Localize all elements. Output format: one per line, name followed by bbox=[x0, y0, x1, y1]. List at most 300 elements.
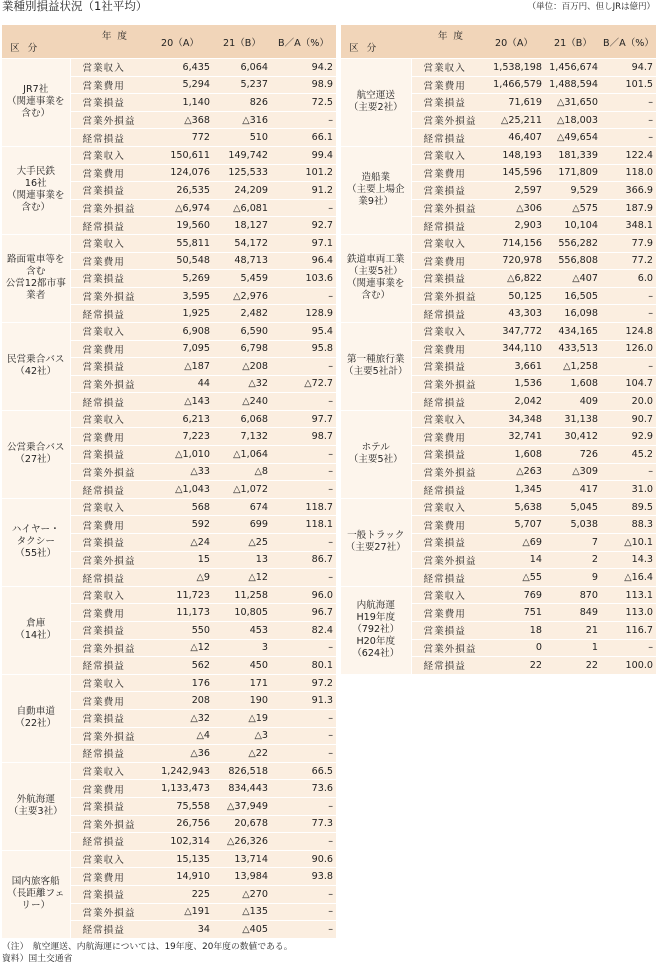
table-row bbox=[2, 674, 336, 692]
item-label: 営業収入 bbox=[411, 410, 483, 428]
value-20: 344,110 bbox=[483, 340, 545, 358]
value-20: 5,294 bbox=[147, 76, 213, 94]
header-col-ratio: B／A（%） bbox=[601, 25, 656, 59]
table-row bbox=[2, 146, 336, 164]
right-table bbox=[341, 25, 656, 675]
value-20: 2,042 bbox=[483, 393, 545, 411]
ratio-value: 88.3 bbox=[601, 516, 656, 534]
category-label: 民営乗合バス （42社） bbox=[2, 322, 70, 410]
item-label: 営業費用 bbox=[411, 604, 483, 622]
value-21: △208 bbox=[213, 358, 271, 376]
value-21: 6,798 bbox=[213, 340, 271, 358]
ratio-value: 14.3 bbox=[601, 551, 656, 569]
item-label: 営業損益 bbox=[70, 182, 147, 200]
category-label: 大手民鉄 16社 （関連事業を含む） bbox=[2, 146, 70, 234]
ratio-value: 80.1 bbox=[271, 657, 336, 675]
item-label: 営業損益 bbox=[70, 446, 147, 464]
ratio-value: 122.4 bbox=[601, 146, 656, 164]
category-label: 路面電車等を含む 公営12都市事業者 bbox=[2, 234, 70, 322]
category-label: 外航海運 （主要3社） bbox=[2, 762, 70, 850]
item-label: 営業損益 bbox=[70, 94, 147, 112]
ratio-value: – bbox=[271, 833, 336, 851]
value-20: 1,345 bbox=[483, 481, 545, 499]
value-21: 826 bbox=[213, 94, 271, 112]
value-21: 149,742 bbox=[213, 146, 271, 164]
value-21: 510 bbox=[213, 129, 271, 147]
value-20: 26,535 bbox=[147, 182, 213, 200]
item-label: 営業費用 bbox=[411, 340, 483, 358]
item-label: 営業損益 bbox=[411, 270, 483, 288]
value-20: 50,548 bbox=[147, 252, 213, 270]
value-21: 6,064 bbox=[213, 59, 271, 77]
ratio-value: 100.0 bbox=[601, 657, 656, 675]
value-20: 208 bbox=[147, 692, 213, 710]
value-20: 3,661 bbox=[483, 358, 545, 376]
table-row bbox=[2, 59, 336, 77]
value-21: △32 bbox=[213, 375, 271, 393]
value-21: △8 bbox=[213, 463, 271, 481]
value-21: △407 bbox=[545, 270, 601, 288]
value-21: 24,209 bbox=[213, 182, 271, 200]
item-label: 経常損益 bbox=[411, 569, 483, 587]
value-21: 13 bbox=[213, 551, 271, 569]
table-row bbox=[341, 322, 656, 340]
ratio-value: – bbox=[601, 287, 656, 305]
header-col-a: 20（A） bbox=[147, 25, 213, 59]
ratio-value: 366.9 bbox=[601, 182, 656, 200]
value-21: 16,505 bbox=[545, 287, 601, 305]
value-20: 176 bbox=[147, 674, 213, 692]
value-21: 21 bbox=[545, 622, 601, 640]
ratio-value: 66.1 bbox=[271, 129, 336, 147]
table-header bbox=[341, 25, 656, 59]
ratio-value: 101.5 bbox=[601, 76, 656, 94]
table-row bbox=[2, 322, 336, 340]
item-label: 営業外損益 bbox=[411, 639, 483, 657]
value-20: 150,611 bbox=[147, 146, 213, 164]
item-label: 営業外損益 bbox=[411, 111, 483, 129]
value-21: 870 bbox=[545, 586, 601, 604]
ratio-value: 118.1 bbox=[271, 516, 336, 534]
item-label: 営業外損益 bbox=[70, 815, 147, 833]
value-20: 50,125 bbox=[483, 287, 545, 305]
value-20: 1,538,198 bbox=[483, 59, 545, 77]
value-21: 9,529 bbox=[545, 182, 601, 200]
value-21: 190 bbox=[213, 692, 271, 710]
table-row bbox=[2, 234, 336, 252]
value-21: 826,518 bbox=[213, 762, 271, 780]
value-21: 5,038 bbox=[545, 516, 601, 534]
value-20: 34 bbox=[147, 921, 213, 939]
value-20: 32,741 bbox=[483, 428, 545, 446]
ratio-value: 91.3 bbox=[271, 692, 336, 710]
ratio-value: △16.4 bbox=[601, 569, 656, 587]
item-label: 営業費用 bbox=[70, 252, 147, 270]
item-label: 営業損益 bbox=[70, 709, 147, 727]
item-label: 営業費用 bbox=[70, 428, 147, 446]
value-20: 1,466,579 bbox=[483, 76, 545, 94]
ratio-value: 92.9 bbox=[601, 428, 656, 446]
value-20: 225 bbox=[147, 885, 213, 903]
item-label: 営業収入 bbox=[411, 498, 483, 516]
item-label: 営業費用 bbox=[411, 252, 483, 270]
item-label: 営業外損益 bbox=[411, 551, 483, 569]
value-21: 409 bbox=[545, 393, 601, 411]
category-label: 一般トラック （主要27社） bbox=[341, 498, 411, 586]
ratio-value: – bbox=[271, 393, 336, 411]
value-20: 26,756 bbox=[147, 815, 213, 833]
value-21: 674 bbox=[213, 498, 271, 516]
value-20: 22 bbox=[483, 657, 545, 675]
value-20: 2,597 bbox=[483, 182, 545, 200]
value-21: 181,339 bbox=[545, 146, 601, 164]
value-20: △24 bbox=[147, 534, 213, 552]
value-21: △1,258 bbox=[545, 358, 601, 376]
value-21: △316 bbox=[213, 111, 271, 129]
value-21: 7 bbox=[545, 534, 601, 552]
header-corner bbox=[341, 25, 483, 59]
item-label: 営業外損益 bbox=[70, 903, 147, 921]
value-21: △135 bbox=[213, 903, 271, 921]
table-row bbox=[341, 146, 656, 164]
item-label: 経常損益 bbox=[70, 745, 147, 763]
item-label: 営業収入 bbox=[411, 146, 483, 164]
value-20: 18 bbox=[483, 622, 545, 640]
value-20: 7,223 bbox=[147, 428, 213, 446]
ratio-value: 94.2 bbox=[271, 59, 336, 77]
item-label: 経常損益 bbox=[70, 481, 147, 499]
left-table bbox=[2, 25, 336, 939]
ratio-value: – bbox=[271, 885, 336, 903]
item-label: 営業収入 bbox=[411, 234, 483, 252]
ratio-value: – bbox=[601, 111, 656, 129]
value-21: 171,809 bbox=[545, 164, 601, 182]
footnote: （注） 航空運送、内航海運については、19年度、20年度の数値である。 bbox=[2, 942, 293, 952]
category-label: 航空運送 （主要2社） bbox=[341, 59, 411, 147]
value-21: 1,456,674 bbox=[545, 59, 601, 77]
item-label: 営業収入 bbox=[411, 586, 483, 604]
value-20: △55 bbox=[483, 569, 545, 587]
ratio-value: 95.8 bbox=[271, 340, 336, 358]
category-label: 自動車道 （22社） bbox=[2, 674, 70, 762]
ratio-value: 77.3 bbox=[271, 815, 336, 833]
value-21: 10,805 bbox=[213, 604, 271, 622]
value-20: 714,156 bbox=[483, 234, 545, 252]
value-21: 6,068 bbox=[213, 410, 271, 428]
ratio-value: 92.7 bbox=[271, 217, 336, 235]
value-20: △306 bbox=[483, 199, 545, 217]
item-label: 営業損益 bbox=[411, 534, 483, 552]
table-row bbox=[341, 59, 656, 77]
item-label: 営業収入 bbox=[70, 674, 147, 692]
value-21: 18,127 bbox=[213, 217, 271, 235]
item-label: 営業費用 bbox=[411, 516, 483, 534]
value-21: △37,949 bbox=[213, 797, 271, 815]
value-20: 145,596 bbox=[483, 164, 545, 182]
ratio-value: 94.7 bbox=[601, 59, 656, 77]
item-label: 営業費用 bbox=[411, 76, 483, 94]
value-20: 124,076 bbox=[147, 164, 213, 182]
ratio-value: 126.0 bbox=[601, 340, 656, 358]
table-row bbox=[2, 762, 336, 780]
value-21: 5,459 bbox=[213, 270, 271, 288]
ratio-value: – bbox=[271, 921, 336, 939]
item-label: 営業損益 bbox=[70, 270, 147, 288]
value-20: 1,140 bbox=[147, 94, 213, 112]
ratio-value: 82.4 bbox=[271, 622, 336, 640]
ratio-value: 116.7 bbox=[601, 622, 656, 640]
item-label: 営業費用 bbox=[411, 164, 483, 182]
value-21: 834,443 bbox=[213, 780, 271, 798]
header-corner bbox=[2, 25, 147, 59]
ratio-value: 98.9 bbox=[271, 76, 336, 94]
value-20: △6,822 bbox=[483, 270, 545, 288]
ratio-value: 20.0 bbox=[601, 393, 656, 411]
value-21: △405 bbox=[213, 921, 271, 939]
item-label: 営業収入 bbox=[70, 146, 147, 164]
value-21: 48,713 bbox=[213, 252, 271, 270]
value-21: △12 bbox=[213, 569, 271, 587]
ratio-value: – bbox=[271, 903, 336, 921]
value-21: △3 bbox=[213, 727, 271, 745]
value-20: 46,407 bbox=[483, 129, 545, 147]
ratio-value: 89.5 bbox=[601, 498, 656, 516]
ratio-value: – bbox=[271, 287, 336, 305]
item-label: 営業収入 bbox=[70, 410, 147, 428]
value-20: 102,314 bbox=[147, 833, 213, 851]
item-label: 営業費用 bbox=[70, 692, 147, 710]
value-21: △19 bbox=[213, 709, 271, 727]
item-label: 営業収入 bbox=[70, 498, 147, 516]
value-20: △263 bbox=[483, 463, 545, 481]
value-21: 22 bbox=[545, 657, 601, 675]
table-row bbox=[2, 586, 336, 604]
ratio-value: △10.1 bbox=[601, 534, 656, 552]
value-20: △9 bbox=[147, 569, 213, 587]
value-20: 6,908 bbox=[147, 322, 213, 340]
value-21: 11,258 bbox=[213, 586, 271, 604]
value-20: △368 bbox=[147, 111, 213, 129]
category-label: 造船業 （主要上場企業9社） bbox=[341, 146, 411, 234]
category-label: 第一種旅行業 （主要5社計） bbox=[341, 322, 411, 410]
value-21: 433,513 bbox=[545, 340, 601, 358]
ratio-value: 77.9 bbox=[601, 234, 656, 252]
value-20: 1,133,473 bbox=[147, 780, 213, 798]
category-label: ホテル （主要5社） bbox=[341, 410, 411, 498]
ratio-value: 96.7 bbox=[271, 604, 336, 622]
ratio-value: 98.7 bbox=[271, 428, 336, 446]
value-21: △18,003 bbox=[545, 111, 601, 129]
table-row bbox=[341, 410, 656, 428]
value-20: 772 bbox=[147, 129, 213, 147]
table-row bbox=[2, 410, 336, 428]
value-21: 1 bbox=[545, 639, 601, 657]
item-label: 営業収入 bbox=[411, 59, 483, 77]
ratio-value: 97.2 bbox=[271, 674, 336, 692]
value-20: 568 bbox=[147, 498, 213, 516]
item-label: 経常損益 bbox=[411, 217, 483, 235]
ratio-value: 90.6 bbox=[271, 850, 336, 868]
value-20: 6,435 bbox=[147, 59, 213, 77]
value-21: 171 bbox=[213, 674, 271, 692]
value-21: 125,533 bbox=[213, 164, 271, 182]
value-20: 3,595 bbox=[147, 287, 213, 305]
value-20: 34,348 bbox=[483, 410, 545, 428]
source-note: 資料）国土交通省 bbox=[2, 954, 73, 964]
category-label: 内航海運 H19年度 （792社） H20年度 （624社） bbox=[341, 586, 411, 674]
ratio-value: – bbox=[271, 481, 336, 499]
header-col-b: 21（B） bbox=[545, 25, 601, 59]
value-21: 2,482 bbox=[213, 305, 271, 323]
item-label: 経常損益 bbox=[411, 481, 483, 499]
ratio-value: – bbox=[601, 358, 656, 376]
value-20: 11,173 bbox=[147, 604, 213, 622]
value-21: 1,608 bbox=[545, 375, 601, 393]
ratio-value: – bbox=[601, 305, 656, 323]
item-label: 営業費用 bbox=[70, 780, 147, 798]
table-row bbox=[2, 850, 336, 868]
item-label: 営業外損益 bbox=[411, 287, 483, 305]
item-label: 経常損益 bbox=[411, 129, 483, 147]
value-20: △191 bbox=[147, 903, 213, 921]
ratio-value: 72.5 bbox=[271, 94, 336, 112]
value-21: 13,714 bbox=[213, 850, 271, 868]
item-label: 経常損益 bbox=[70, 305, 147, 323]
ratio-value: 128.9 bbox=[271, 305, 336, 323]
value-21: 849 bbox=[545, 604, 601, 622]
category-label: 国内旅客船 （長距離フェリー） bbox=[2, 850, 70, 938]
value-20: 5,638 bbox=[483, 498, 545, 516]
value-21: 9 bbox=[545, 569, 601, 587]
value-20: 6,213 bbox=[147, 410, 213, 428]
item-label: 営業損益 bbox=[70, 358, 147, 376]
table-row bbox=[341, 498, 656, 516]
item-label: 営業費用 bbox=[70, 164, 147, 182]
value-20: 1,536 bbox=[483, 375, 545, 393]
value-21: 7,132 bbox=[213, 428, 271, 446]
item-label: 営業費用 bbox=[70, 340, 147, 358]
value-20: △1,010 bbox=[147, 446, 213, 464]
value-21: △49,654 bbox=[545, 129, 601, 147]
value-21: 556,282 bbox=[545, 234, 601, 252]
item-label: 経常損益 bbox=[411, 657, 483, 675]
value-20: 1,242,943 bbox=[147, 762, 213, 780]
ratio-value: 113.1 bbox=[601, 586, 656, 604]
value-21: 16,098 bbox=[545, 305, 601, 323]
item-label: 営業損益 bbox=[411, 446, 483, 464]
ratio-value: 90.7 bbox=[601, 410, 656, 428]
item-label: 経常損益 bbox=[411, 393, 483, 411]
ratio-value: 73.6 bbox=[271, 780, 336, 798]
ratio-value: – bbox=[271, 463, 336, 481]
table-row bbox=[341, 586, 656, 604]
ratio-value: 86.7 bbox=[271, 551, 336, 569]
ratio-value: 101.2 bbox=[271, 164, 336, 182]
item-label: 営業損益 bbox=[411, 622, 483, 640]
value-20: △1,043 bbox=[147, 481, 213, 499]
ratio-value: 77.2 bbox=[601, 252, 656, 270]
ratio-value: △72.7 bbox=[271, 375, 336, 393]
item-label: 営業費用 bbox=[70, 76, 147, 94]
category-label: 倉庫 （14社） bbox=[2, 586, 70, 674]
value-20: 592 bbox=[147, 516, 213, 534]
value-21: △270 bbox=[213, 885, 271, 903]
value-21: 434,165 bbox=[545, 322, 601, 340]
item-label: 営業外損益 bbox=[70, 111, 147, 129]
value-20: 75,558 bbox=[147, 797, 213, 815]
item-label: 営業外損益 bbox=[70, 727, 147, 745]
item-label: 営業収入 bbox=[70, 762, 147, 780]
value-20: 148,193 bbox=[483, 146, 545, 164]
value-21: △25 bbox=[213, 534, 271, 552]
ratio-value: 187.9 bbox=[601, 199, 656, 217]
value-21: △1,072 bbox=[213, 481, 271, 499]
ratio-value: – bbox=[601, 463, 656, 481]
ratio-value: – bbox=[271, 727, 336, 745]
header-nendo: 年度 bbox=[101, 31, 133, 42]
value-20: 7,095 bbox=[147, 340, 213, 358]
item-label: 経常損益 bbox=[70, 217, 147, 235]
value-20: 55,811 bbox=[147, 234, 213, 252]
value-21: 3 bbox=[213, 639, 271, 657]
ratio-value: 348.1 bbox=[601, 217, 656, 235]
value-21: △31,650 bbox=[545, 94, 601, 112]
value-21: 6,590 bbox=[213, 322, 271, 340]
ratio-value: – bbox=[271, 358, 336, 376]
item-label: 営業損益 bbox=[70, 885, 147, 903]
value-20: 5,707 bbox=[483, 516, 545, 534]
item-label: 営業損益 bbox=[70, 622, 147, 640]
ratio-value: – bbox=[271, 199, 336, 217]
ratio-value: 96.4 bbox=[271, 252, 336, 270]
page-title: 業種別損益状況（1社平均） bbox=[2, 0, 148, 13]
table-row bbox=[341, 234, 656, 252]
value-21: △6,081 bbox=[213, 199, 271, 217]
header-kubun: 区分 bbox=[349, 43, 385, 54]
value-21: △2,976 bbox=[213, 287, 271, 305]
value-20: △6,974 bbox=[147, 199, 213, 217]
category-label: JR7社 （関連事業を含む） bbox=[2, 59, 70, 147]
ratio-value: – bbox=[271, 709, 336, 727]
item-label: 営業収入 bbox=[411, 322, 483, 340]
item-label: 経常損益 bbox=[70, 833, 147, 851]
item-label: 営業収入 bbox=[70, 850, 147, 868]
item-label: 営業外損益 bbox=[70, 463, 147, 481]
ratio-value: – bbox=[271, 446, 336, 464]
item-label: 営業外損益 bbox=[70, 287, 147, 305]
value-20: △32 bbox=[147, 709, 213, 727]
value-21: △240 bbox=[213, 393, 271, 411]
value-20: 15,135 bbox=[147, 850, 213, 868]
ratio-value: 118.0 bbox=[601, 164, 656, 182]
item-label: 営業費用 bbox=[411, 428, 483, 446]
ratio-value: 6.0 bbox=[601, 270, 656, 288]
value-20: 550 bbox=[147, 622, 213, 640]
item-label: 経常損益 bbox=[70, 129, 147, 147]
header-col-b: 21（B） bbox=[213, 25, 271, 59]
ratio-value: 124.8 bbox=[601, 322, 656, 340]
value-21: 10,104 bbox=[545, 217, 601, 235]
value-21: 30,412 bbox=[545, 428, 601, 446]
value-20: 2,903 bbox=[483, 217, 545, 235]
ratio-value: 45.2 bbox=[601, 446, 656, 464]
ratio-value: 97.1 bbox=[271, 234, 336, 252]
value-21: 417 bbox=[545, 481, 601, 499]
value-20: △143 bbox=[147, 393, 213, 411]
item-label: 経常損益 bbox=[411, 305, 483, 323]
header-nendo: 年度 bbox=[437, 31, 469, 42]
table-header bbox=[2, 25, 336, 59]
